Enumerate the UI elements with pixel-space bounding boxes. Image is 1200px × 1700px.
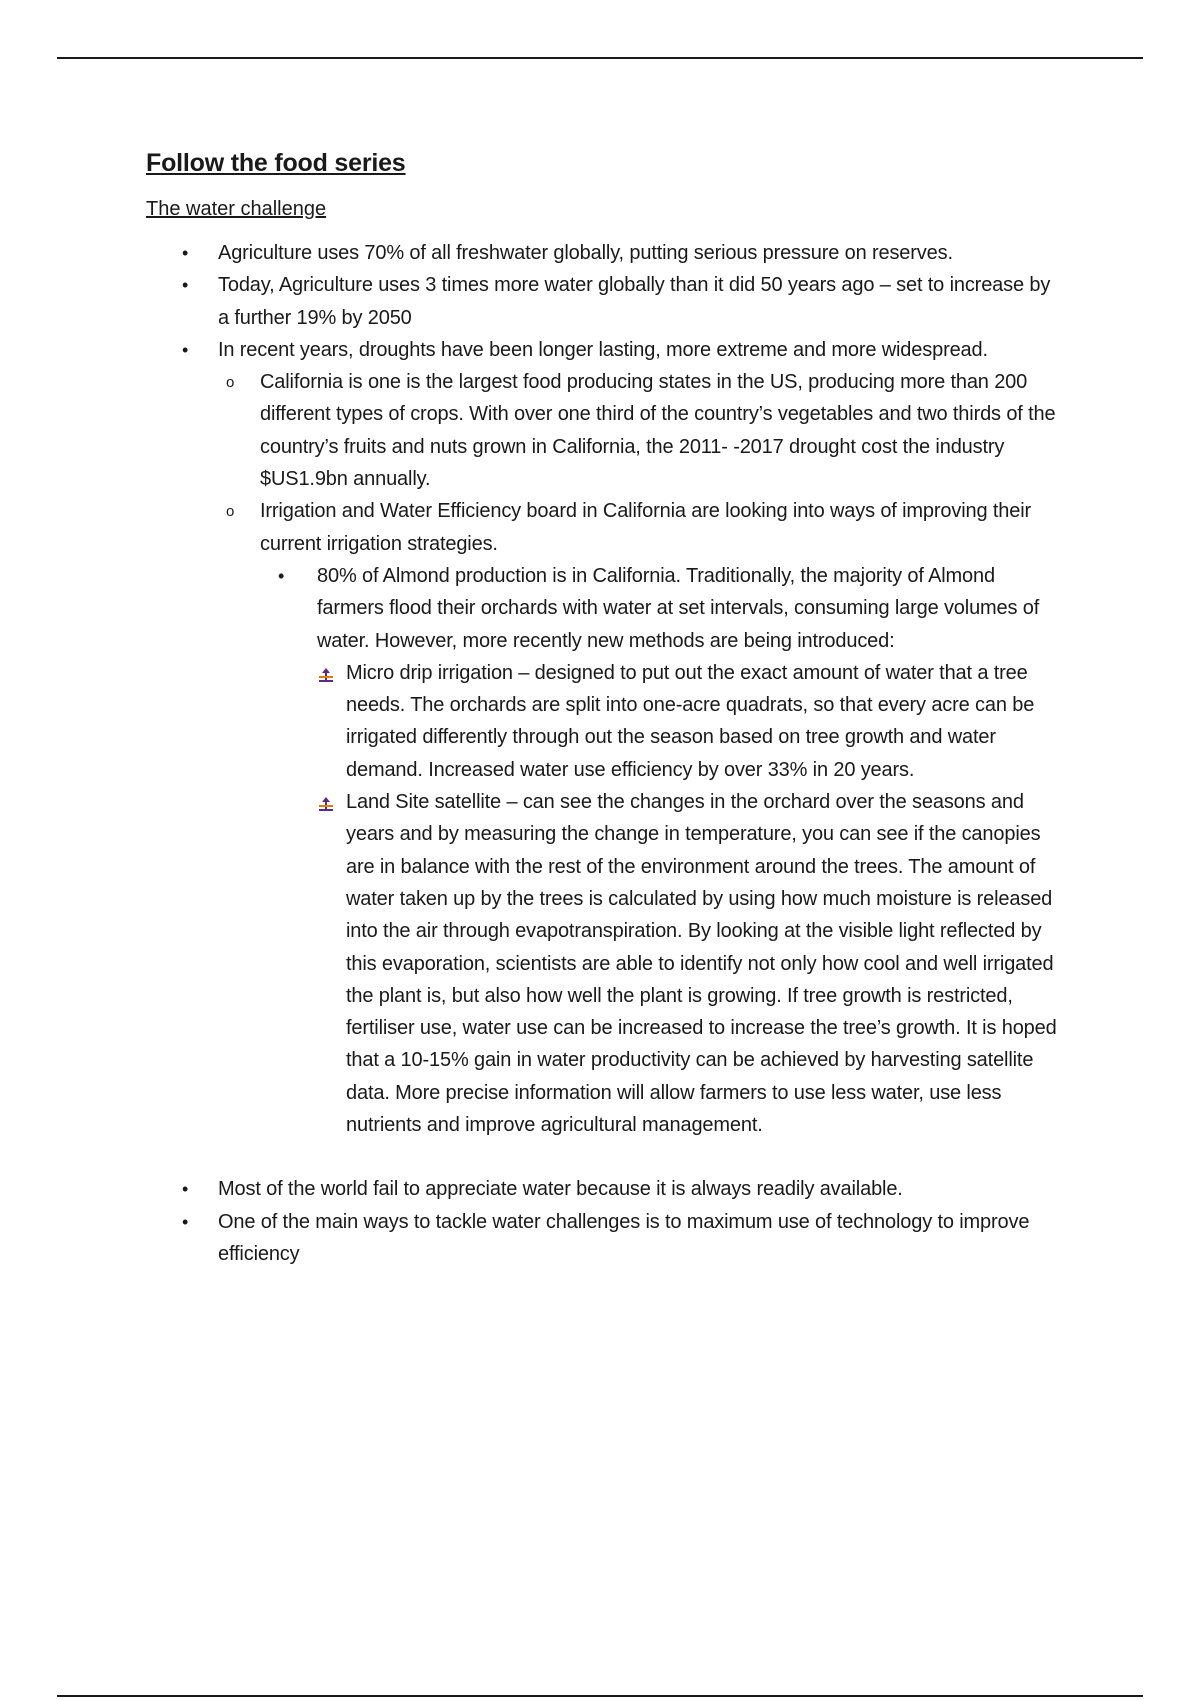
list-item-text: Today, Agriculture uses 3 times more water globally than it did 50 years ago – set to increase by a further 19% by 2050 (218, 274, 1051, 329)
list-item (317, 657, 1066, 786)
list-item-text: Most of the world fail to appreciate water because it is always readily available. (218, 1178, 903, 1201)
closing-bullet-list (146, 1173, 1066, 1270)
methods-list (317, 657, 1066, 1141)
bullet-icon: • (182, 243, 189, 263)
list-item-text: Micro drip irrigation – designed to put out the exact amount of water that a tree needs. The orchards are split into one-acre quadrats, so that every acre can be irrigated differently through out the season based on tree growth and water demand. Increased water use efficiency by over 33% in 20 years. (346, 661, 1035, 781)
list-item-text: In recent years, droughts have been longer lasting, more extreme and more widespread. (218, 338, 988, 361)
bullet-icon: • (278, 565, 285, 586)
list-item (146, 1173, 1066, 1205)
list-item-text: Agriculture uses 70% of all freshwater globally, putting serious pressure on reserves. (218, 242, 953, 264)
list-item (260, 560, 1066, 1141)
page-title: Follow the food series (146, 149, 406, 177)
list-item-text: One of the main ways to tackle water challenges is to maximum use of technology to improve efficiency (218, 1210, 1030, 1265)
bullet-list (146, 237, 1066, 1141)
list-item (146, 237, 1066, 269)
circle-bullet-icon: o (226, 374, 235, 392)
list-item (218, 495, 1066, 1141)
circle-bullet-icon: o (226, 503, 235, 521)
list-item-text: Land Site satellite – can see the changes in the orchard over the seasons and years and by measuring the change in temperature, you can see if the canopies are in balance with the rest of the environment around the trees. The amount of water taken up by the trees is calculated by using how much moisture is released into the air through evapotranspiration. By looking at the visible light reflected by this evaporation, scientists are able to identify not only how cool and well irrigated the plant is, but also how well the plant is growing. If tree growth is restricted, fertiliser use, water use can be increased to increase the tree’s growth. It is hoped that a 10-15% gain in water productivity can be achieved by harvesting satellite data. More precise information will allow farmers to use less water, use less nutrients and improve agricultural management. (346, 791, 1057, 1137)
sub-sub-bullet-list (260, 560, 1066, 1141)
list-item-text: 80% of Almond production is in California. Traditionally, the majority of Almond farmers flood their orchards with water at set intervals, consuming large volumes of water. However, more recently new methods are being introduced: (317, 564, 1040, 652)
list-item (146, 1206, 1066, 1271)
list-item (146, 269, 1066, 334)
section-subtitle: The water challenge (146, 198, 327, 220)
arrow-bullet-icon (317, 795, 335, 813)
bullet-icon: • (182, 339, 189, 360)
arrow-bullet-icon (317, 666, 335, 684)
list-item (218, 366, 1066, 495)
bullet-icon: • (182, 275, 189, 296)
list-item-text: California is one is the largest food producing states in the US, producing more than 200 different types of crops. With over one third of the country’s vegetables and two thirds of the country’s fruits and nuts grown in California, the 2011- -2017 drought cost the industry $US1.9bn annually. (260, 371, 1056, 491)
footer-rule (57, 1695, 1143, 1697)
spacer (146, 1141, 1066, 1173)
sub-bullet-list (218, 366, 1066, 1141)
list-item-text: Irrigation and Water Efficiency board in California are looking into ways of improving their current irrigation strategies. (260, 500, 1032, 555)
bullet-icon: • (182, 1179, 189, 1200)
bullet-icon: • (182, 1211, 189, 1232)
list-item (317, 786, 1066, 1141)
list-item (146, 334, 1066, 1141)
document-body (146, 146, 1066, 1270)
header-rule (57, 57, 1143, 59)
